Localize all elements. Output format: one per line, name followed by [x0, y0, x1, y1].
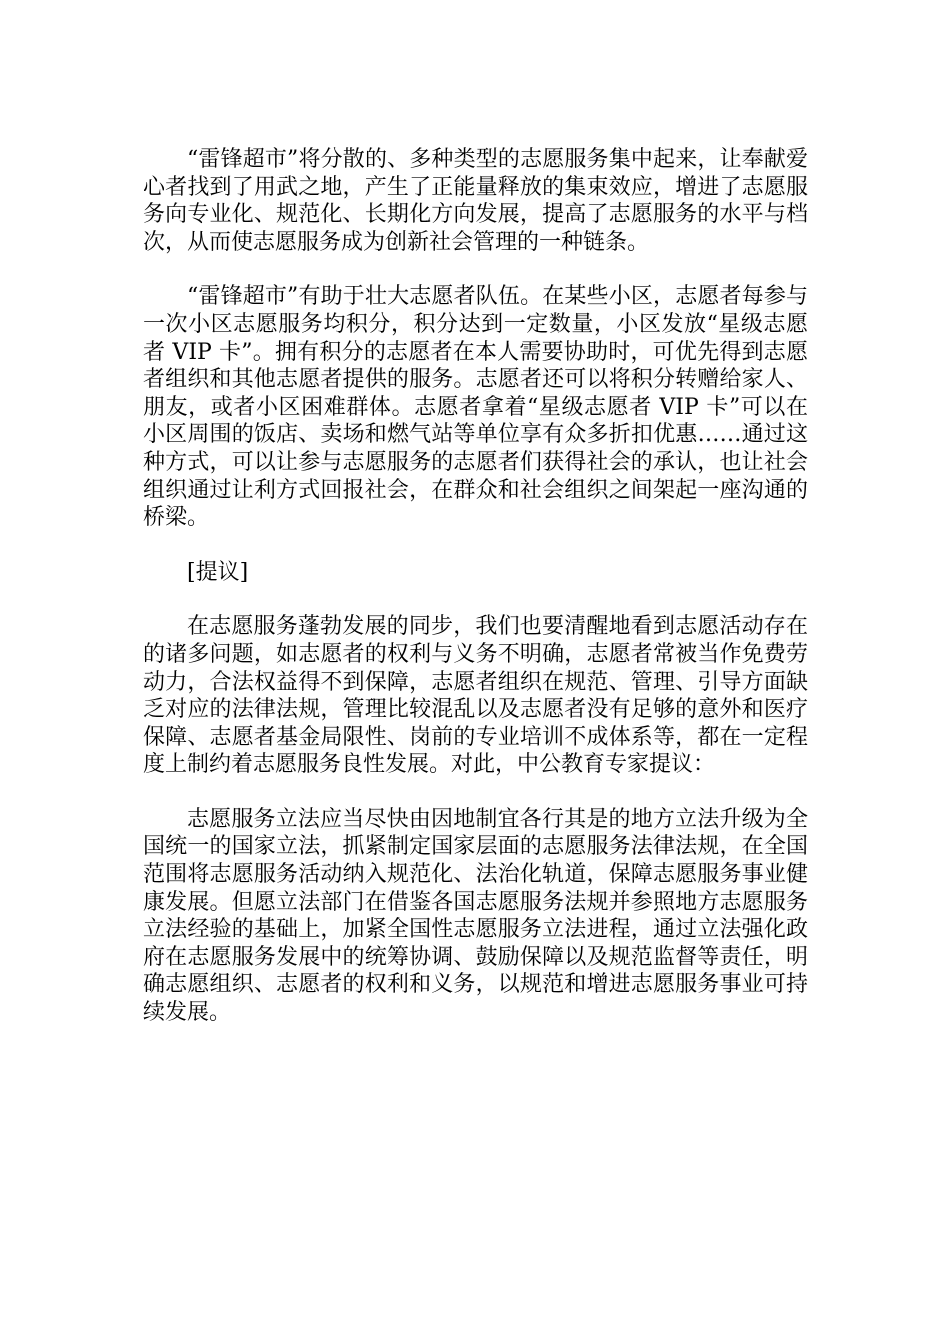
- section-heading-proposal: [提议]: [187, 559, 249, 585]
- paragraph-legislation: 志愿服务立法应当尽快由因地制宜各行其是的地方立法升级为全国统一的国家立法，抓紧制定国家层面的志愿服务法律法规，在全国范围将志愿服务活动纳入规范化、法治化轨道，保障志愿服务事业健康发展。但愿立法部门在借鉴各国志愿服务法规并参照地方志愿服务立法经验的基础上，加紧全国性志愿服务立法进程，通过立法强化政府在志愿服务发展中的统筹协调、鼓励保障以及规范监督等责任，明确志愿组织、志愿者的权利和义务，以规范和增进志愿服务事业可持续发展。: [143, 806, 808, 1026]
- paragraph-volunteer-team: “雷锋超市”有助于壮大志愿者队伍。在某些小区，志愿者每参与一次小区志愿服务均积分，积分达到一定数量，小区发放“星级志愿者 VIP 卡”。拥有积分的志愿者在本人需要协助时，可优先得到志愿者组织和其他志愿者提供的服务。志愿者还可以将积分转赠给家人、朋友，或者小区困难群体。志愿者拿着“星级志愿者 VIP 卡”可以在小区周围的饭店、卖场和燃气站等单位享有众多折扣优惠……通过这种方式，可以让参与志愿服务的志愿者们获得社会的承认，也让社会组织通过让利方式回报社会，在群众和社会组织之间架起一座沟通的桥梁。: [143, 284, 808, 531]
- paragraph-lei-feng-supermarket-intro: “雷锋超市”将分散的、多种类型的志愿服务集中起来，让奉献爱心者找到了用武之地，产生了正能量释放的集束效应，增进了志愿服务向专业化、规范化、长期化方向发展，提高了志愿服务的水平与档次，从而使志愿服务成为创新社会管理的一种链条。: [143, 147, 808, 255]
- paragraph-problems: 在志愿服务蓬勃发展的同步，我们也要清醒地看到志愿活动存在的诸多问题，如志愿者的权利与义务不明确，志愿者常被当作免费劳动力，合法权益得不到保障，志愿者组织在规范、管理、引导方面缺乏对应的法律法规，管理比较混乱以及志愿者没有足够的意外和医疗保障、志愿者基金局限性、岗前的专业培训不成体系等，都在一定程度上制约着志愿服务良性发展。对此，中公教育专家提议：: [143, 614, 808, 778]
- document-body: [143, 146, 808, 1054]
